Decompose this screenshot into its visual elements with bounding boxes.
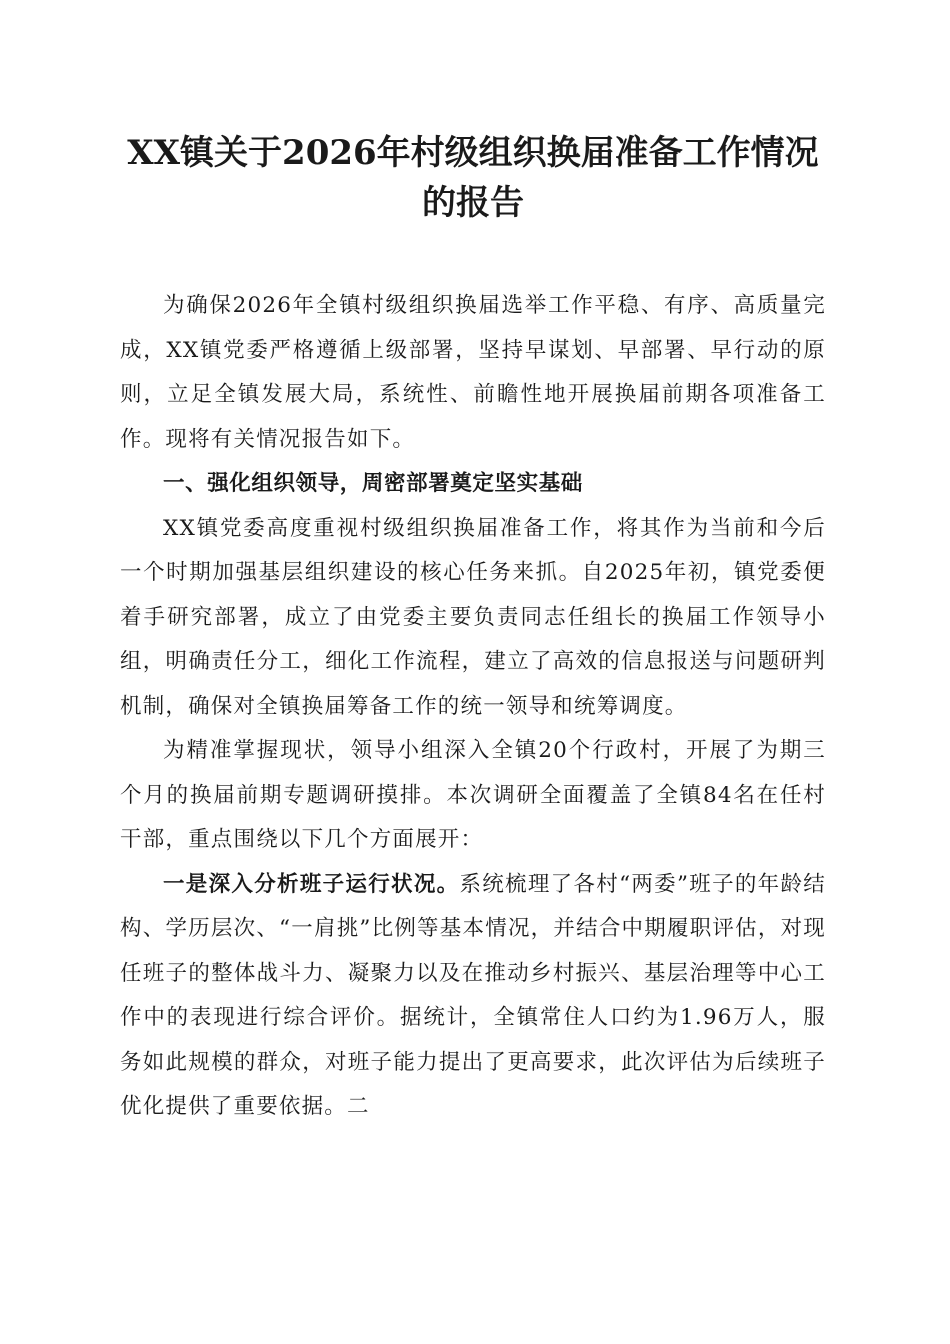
body-paragraph-3 bbox=[120, 863, 826, 1130]
paragraph-lead-text: 一是深入分析班子运行状况。 bbox=[163, 871, 460, 897]
document-title: XX镇关于2026年村级组织换届准备工作情况的报告 bbox=[127, 133, 819, 223]
section-heading: 一、强化组织领导，周密部署奠定坚实基础 bbox=[163, 471, 583, 496]
body-paragraph-1: XX镇党委高度重视村级组织换届准备工作，将其作为当前和今后一个时期加强基层组织建设的核心任务来抓。自2025年初，镇党委便着手研究部署，成立了由党委主要负责同志任组长的换届工作领导小组，明确责任分工，细化工作流程，建立了高效的信息报送与问题研判机制，确保对全镇换届筹备工作的统一领导和统筹调度。 bbox=[120, 515, 826, 719]
paragraph-body-text: 系统梳理了各村“两委”班子的年龄结构、学历层次、“一肩挑”比例等基本情况，并结合中期履职评估，对现任班子的整体战斗力、凝聚力以及在推动乡村振兴、基层治理等中心工作中的表现进行综合评价。据统计，全镇常住人口约为1.96万人，服务如此规模的群众，对班子能力提出了更高要求，此次评估为后续班子优化提供了重要依据。二 bbox=[120, 871, 826, 1119]
body-paragraph-2: 为精准掌握现状，领导小组深入全镇20个行政村，开展了为期三个月的换届前期专题调研摸排。本次调研全面覆盖了全镇84名在任村干部，重点围绕以下几个方面展开： bbox=[120, 738, 826, 852]
document-page bbox=[120, 128, 826, 1130]
intro-paragraph: 为确保2026年全镇村级组织换届选举工作平稳、有序、高质量完成，XX镇党委严格遵循上级部署，坚持早谋划、早部署、早行动的原则，立足全镇发展大局，系统性、前瞻性地开展换届前期各项准备工作。现将有关情况报告如下。 bbox=[120, 293, 826, 452]
